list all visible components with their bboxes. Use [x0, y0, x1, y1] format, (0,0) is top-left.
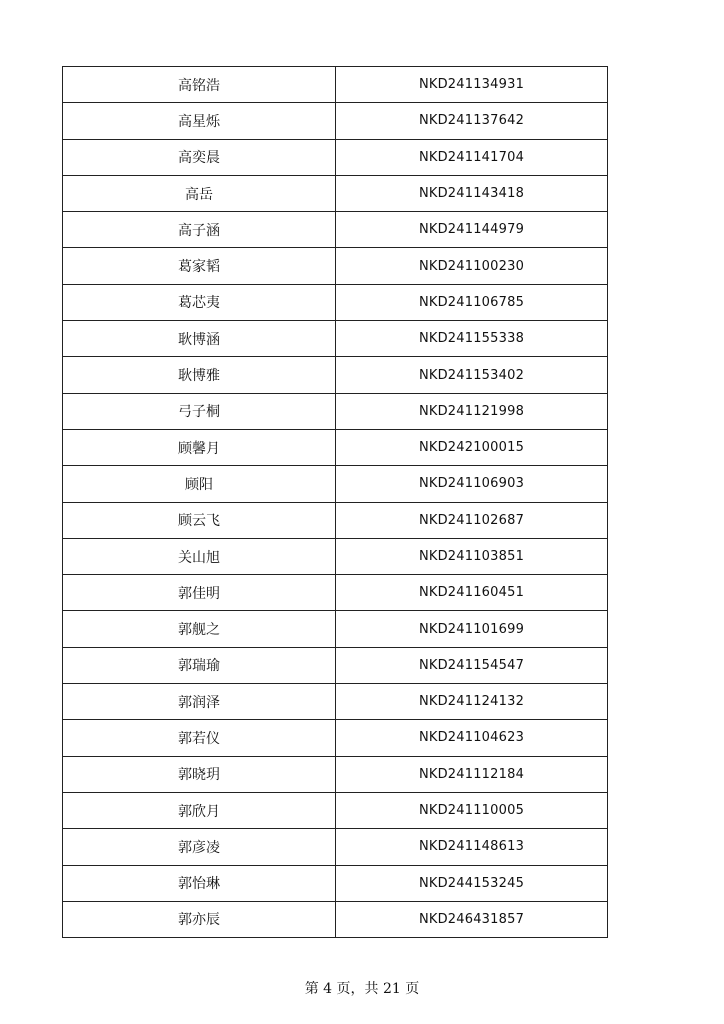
- id-cell: NKD246431857: [336, 901, 608, 937]
- table-row: [63, 67, 608, 103]
- name-cell: 郭怡琳: [63, 865, 336, 901]
- table-row: [63, 103, 608, 139]
- id-cell: NKD242100015: [336, 429, 608, 465]
- name-cell: 郭晓玥: [63, 756, 336, 792]
- id-cell: NKD241155338: [336, 321, 608, 357]
- id-cell: NKD241101699: [336, 611, 608, 647]
- id-cell: NKD241144979: [336, 212, 608, 248]
- table-row: [63, 865, 608, 901]
- id-cell: NKD241137642: [336, 103, 608, 139]
- table-row: [63, 212, 608, 248]
- table-row: [63, 647, 608, 683]
- id-cell: NKD241106785: [336, 284, 608, 320]
- id-cell: NKD241153402: [336, 357, 608, 393]
- id-cell: NKD241160451: [336, 575, 608, 611]
- table-row: [63, 502, 608, 538]
- table-row: [63, 611, 608, 647]
- name-cell: 郭润泽: [63, 684, 336, 720]
- id-cell: NKD241103851: [336, 538, 608, 574]
- id-cell: NKD241104623: [336, 720, 608, 756]
- table-row: [63, 792, 608, 828]
- name-cell: 高奕晨: [63, 139, 336, 175]
- table-row: [63, 321, 608, 357]
- id-cell: NKD241143418: [336, 175, 608, 211]
- name-cell: 弓子桐: [63, 393, 336, 429]
- name-cell: 耿博涵: [63, 321, 336, 357]
- id-cell: NKD241102687: [336, 502, 608, 538]
- name-cell: 顾馨月: [63, 429, 336, 465]
- name-cell: 郭亦辰: [63, 901, 336, 937]
- name-cell: 葛家韬: [63, 248, 336, 284]
- table-row: [63, 284, 608, 320]
- name-cell: 高铭浩: [63, 67, 336, 103]
- name-cell: 高星烁: [63, 103, 336, 139]
- table-row: [63, 756, 608, 792]
- table-row: [63, 829, 608, 865]
- table-row: [63, 720, 608, 756]
- table-row: [63, 466, 608, 502]
- table-row: [63, 429, 608, 465]
- roster-table: [62, 66, 608, 938]
- table-row: [63, 684, 608, 720]
- id-cell: NKD241121998: [336, 393, 608, 429]
- page-footer: 第 4 页，共 21 页: [304, 981, 420, 997]
- id-cell: NKD241112184: [336, 756, 608, 792]
- name-cell: 顾云飞: [63, 502, 336, 538]
- name-cell: 关山旭: [63, 538, 336, 574]
- id-cell: NKD241134931: [336, 67, 608, 103]
- name-cell: 顾阳: [63, 466, 336, 502]
- id-cell: NKD241106903: [336, 466, 608, 502]
- table-row: [63, 175, 608, 211]
- id-cell: NKD244153245: [336, 865, 608, 901]
- name-cell: 耿博雅: [63, 357, 336, 393]
- id-cell: NKD241154547: [336, 647, 608, 683]
- id-cell: NKD241110005: [336, 792, 608, 828]
- id-cell: NKD241124132: [336, 684, 608, 720]
- id-cell: NKD241148613: [336, 829, 608, 865]
- name-cell: 郭欣月: [63, 792, 336, 828]
- roster-table-body: [63, 67, 608, 938]
- name-cell: 郭若仪: [63, 720, 336, 756]
- name-cell: 郭佳明: [63, 575, 336, 611]
- name-cell: 郭彦凌: [63, 829, 336, 865]
- name-cell: 郭瑞瑜: [63, 647, 336, 683]
- table-row: [63, 248, 608, 284]
- table-row: [63, 575, 608, 611]
- table-row: [63, 901, 608, 937]
- table-row: [63, 538, 608, 574]
- id-cell: NKD241141704: [336, 139, 608, 175]
- table-row: [63, 393, 608, 429]
- table-row: [63, 357, 608, 393]
- name-cell: 高岳: [63, 175, 336, 211]
- id-cell: NKD241100230: [336, 248, 608, 284]
- name-cell: 高子涵: [63, 212, 336, 248]
- table-row: [63, 139, 608, 175]
- name-cell: 郭舰之: [63, 611, 336, 647]
- name-cell: 葛芯夷: [63, 284, 336, 320]
